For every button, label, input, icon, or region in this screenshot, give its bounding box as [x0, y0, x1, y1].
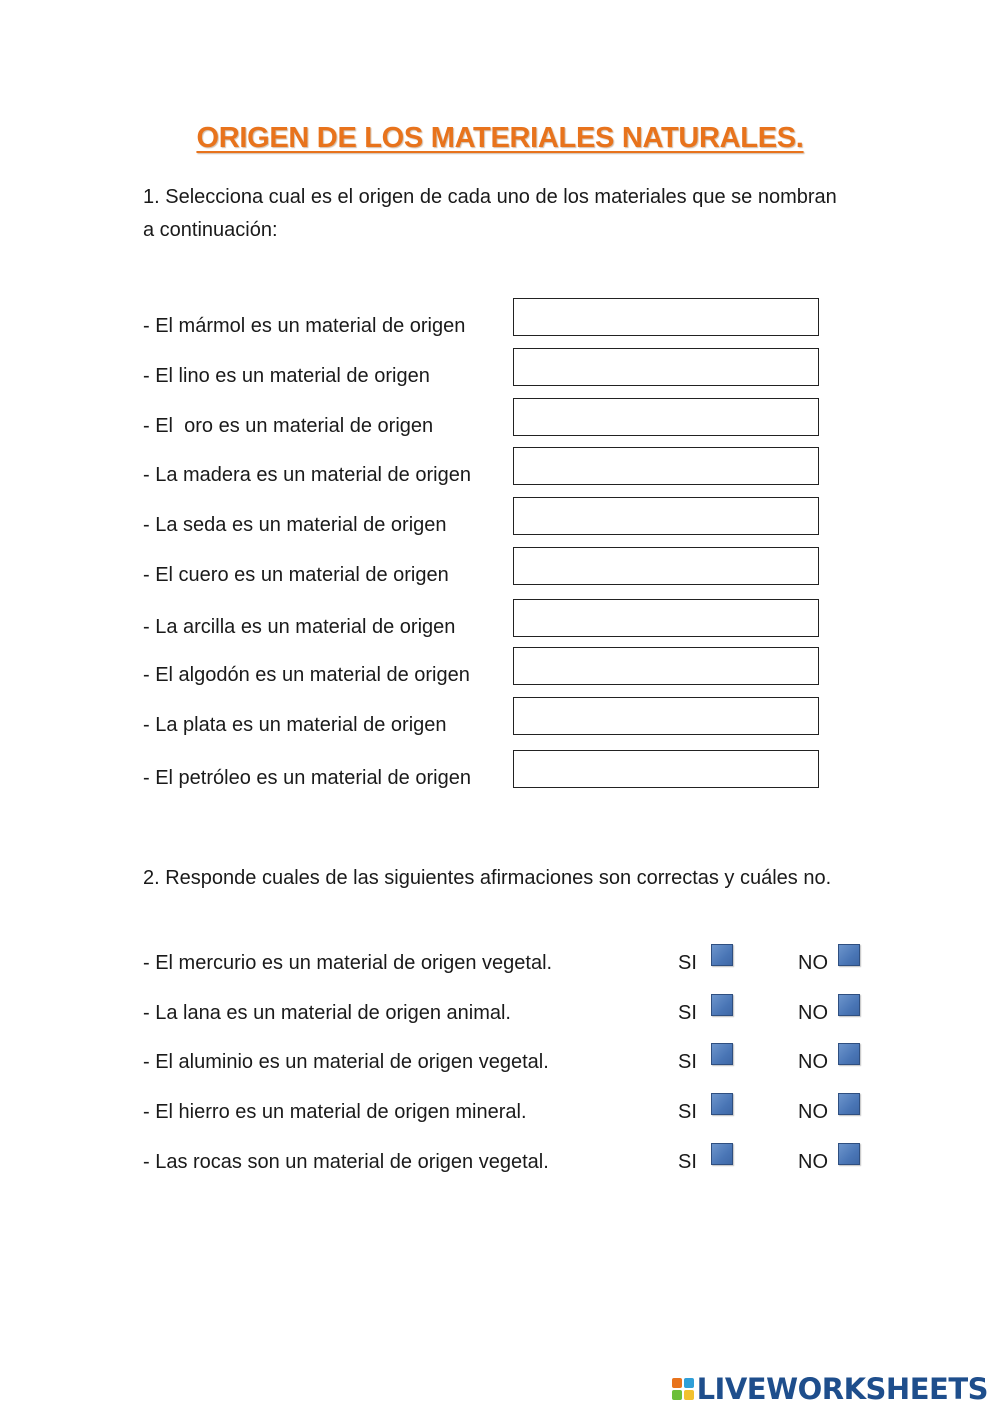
- answer-dropdown[interactable]: [513, 697, 819, 735]
- q2-item: [143, 1146, 873, 1180]
- answer-dropdown[interactable]: [513, 750, 819, 788]
- answer-dropdown[interactable]: [513, 348, 819, 386]
- q2-statement: - El mercurio es un material de origen vegetal.: [143, 952, 553, 974]
- q1-item: [143, 348, 833, 388]
- si-label: SI: [678, 1002, 697, 1024]
- q1-item-label: - El petróleo es un material de origen: [143, 767, 471, 789]
- q1-item-label: - La madera es un material de origen: [143, 464, 471, 486]
- logo-square-icon: [684, 1390, 694, 1400]
- q1-item: [143, 547, 833, 587]
- no-label: NO: [798, 1101, 828, 1123]
- q1-item-label: - La arcilla es un material de origen: [143, 616, 456, 638]
- q2-statement: - Las rocas son un material de origen vegetal.: [143, 1151, 549, 1173]
- q1-item-label: - El lino es un material de origen: [143, 365, 430, 387]
- no-checkbox[interactable]: [838, 994, 860, 1016]
- q2-statement: - El hierro es un material de origen mineral.: [143, 1101, 527, 1123]
- q2-item: [143, 947, 873, 981]
- liveworksheets-logo: [672, 1372, 988, 1406]
- q1-item: [143, 447, 833, 487]
- si-checkbox[interactable]: [711, 1143, 733, 1165]
- logo-square-icon: [684, 1378, 694, 1388]
- no-label: NO: [798, 1151, 828, 1173]
- q1-item: [143, 298, 833, 338]
- q2-statement: - La lana es un material de origen animal.: [143, 1002, 511, 1024]
- no-checkbox[interactable]: [838, 1093, 860, 1115]
- q2-statement: - El aluminio es un material de origen vegetal.: [143, 1051, 549, 1073]
- no-checkbox[interactable]: [838, 1143, 860, 1165]
- liveworksheets-logo-icon: [672, 1378, 694, 1400]
- q1-item: [143, 599, 833, 639]
- q1-item-label: - El cuero es un material de origen: [143, 564, 449, 586]
- q1-item-label: - El algodón es un material de origen: [143, 664, 470, 686]
- question-1-instruction: 1. Selecciona cual es el origen de cada uno de los materiales que se nombran a continuación:: [143, 186, 837, 241]
- logo-square-icon: [672, 1390, 682, 1400]
- q2-item: [143, 1046, 873, 1080]
- q1-item: [143, 497, 833, 537]
- answer-dropdown[interactable]: [513, 398, 819, 436]
- q1-item: [143, 750, 833, 790]
- q2-item: [143, 1096, 873, 1130]
- logo-square-icon: [672, 1378, 682, 1388]
- answer-dropdown[interactable]: [513, 497, 819, 535]
- q1-item-label: - La seda es un material de origen: [143, 514, 447, 536]
- worksheet-title: ORIGEN DE LOS MATERIALES NATURALES.: [196, 122, 804, 154]
- si-label: SI: [678, 1051, 697, 1073]
- q1-item: [143, 398, 833, 438]
- question-2-instruction: 2. Responde cuales de las siguientes afirmaciones son correctas y cuáles no.: [143, 867, 832, 889]
- si-checkbox[interactable]: [711, 944, 733, 966]
- answer-dropdown[interactable]: [513, 647, 819, 685]
- answer-dropdown[interactable]: [513, 599, 819, 637]
- answer-dropdown[interactable]: [513, 447, 819, 485]
- no-checkbox[interactable]: [838, 944, 860, 966]
- si-checkbox[interactable]: [711, 1043, 733, 1065]
- q1-item-label: - La plata es un material de origen: [143, 714, 447, 736]
- no-checkbox[interactable]: [838, 1043, 860, 1065]
- q1-item: [143, 647, 833, 687]
- answer-dropdown[interactable]: [513, 298, 819, 336]
- q1-item-label: - El mármol es un material de origen: [143, 315, 466, 337]
- answer-dropdown[interactable]: [513, 547, 819, 585]
- si-checkbox[interactable]: [711, 1093, 733, 1115]
- si-label: SI: [678, 1101, 697, 1123]
- no-label: NO: [798, 952, 828, 974]
- logo-text: LIVEWORKSHEETS: [696, 1372, 988, 1406]
- si-checkbox[interactable]: [711, 994, 733, 1016]
- q2-item: [143, 997, 873, 1031]
- si-label: SI: [678, 1151, 697, 1173]
- q1-item-label: - El oro es un material de origen: [143, 415, 434, 437]
- q1-item: [143, 697, 833, 737]
- si-label: SI: [678, 952, 697, 974]
- no-label: NO: [798, 1051, 828, 1073]
- no-label: NO: [798, 1002, 828, 1024]
